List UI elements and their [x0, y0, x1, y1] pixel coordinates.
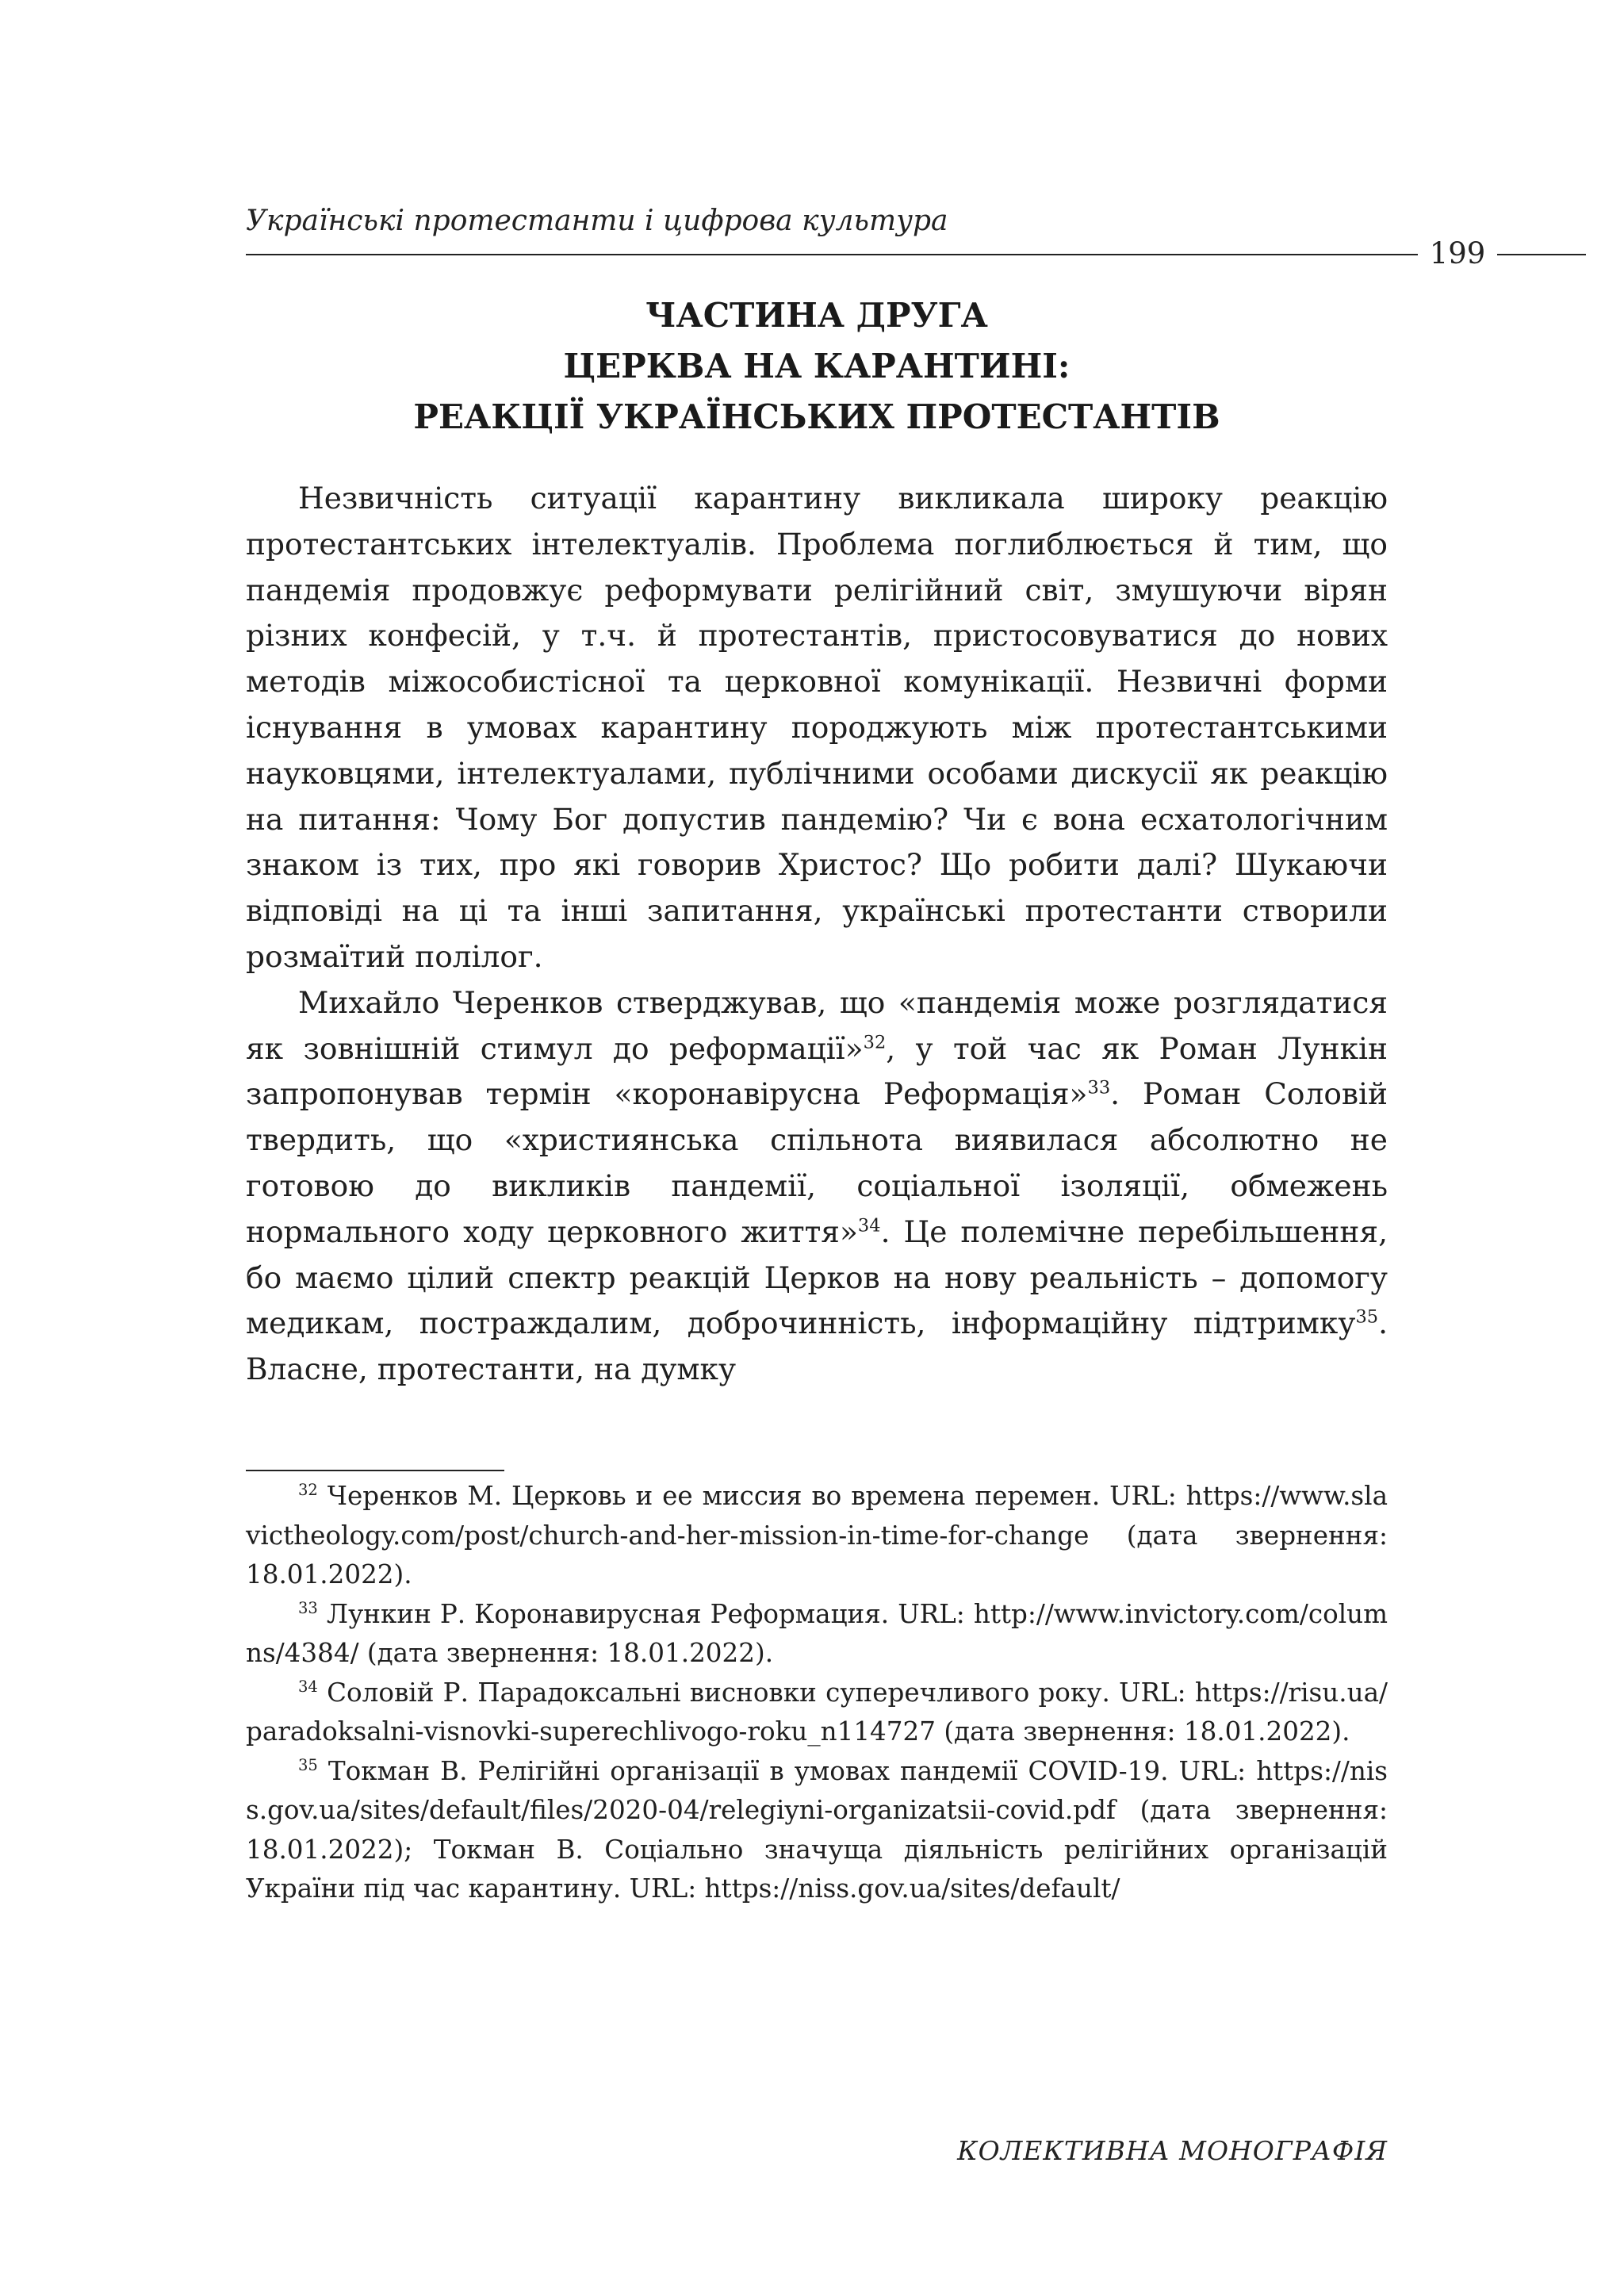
- header-rule-right: [1497, 254, 1586, 255]
- footnote-35-link[interactable]: https://niss.gov.ua/sites/default/files/2020-04/relegiyni-organizatsii-covid.pdf: [246, 1755, 1388, 1825]
- footnote-separator: [246, 1470, 504, 1471]
- running-head-title: Українські протестанти і цифрова культура: [246, 205, 948, 237]
- footnotes: [246, 1477, 1388, 1909]
- footnote-ref-32[interactable]: 32: [863, 1032, 887, 1053]
- chapter-title-line-1: ЧАСТИНА ДРУГА: [645, 296, 988, 335]
- footnote-35: $^{35}$ Токман В. Релігійні організації в умовах пандемії COVID-19. URL: https://niss.gov.ua/sites/default/files/2020-04/relegiyni-organizatsii-covid.pdf (дата звернення: 18.01.2022); Токман В. Соціально значуща діяльність релігійних організацій України під час карантину. URL: https://niss.gov.ua/sites/default/: [246, 1755, 1388, 1904]
- footnote-34-link[interactable]: https://risu.ua/paradoksalni-visnovki-superechlivogo-roku_n114727: [246, 1677, 1388, 1747]
- footnote-ref-33[interactable]: 33: [1087, 1077, 1111, 1099]
- page-number: 199: [1429, 236, 1486, 270]
- body-text: [246, 476, 1388, 1393]
- chapter-title-line-2: ЦЕРКВА НА КАРАНТИНІ:: [563, 347, 1071, 385]
- chapter-title: [246, 290, 1388, 443]
- footnote-32-link[interactable]: https://www.slavictheology.com/post/church-and-her-mission-in-time-for-change: [246, 1481, 1388, 1551]
- footnote-ref-35[interactable]: 35: [1355, 1306, 1379, 1328]
- footnote-33-link[interactable]: http://www.invictory.com/columns/4384/: [246, 1598, 1388, 1668]
- footnote-34: $^{34}$ Соловій Р. Парадоксальні висновки суперечливого року. URL: https://risu.ua/paradoksalni-visnovki-superechlivogo-roku_n114727 (дата звернення: 18.01.2022).: [246, 1677, 1388, 1747]
- paragraph-2: Михайло Черенков стверджував, що «пандемія може розглядатися як зовнішній стимул до реформації»$^{32}$, у той час як Роман Лункін запропонував термін «коронавірусна Реформація»$^{33}$. Роман Соловій твердить, що «християнська спільнота виявилася абсолютно не готовою до викликів пандемії, соціальної ізоляції, обмежень нормального ходу церковного життя»$^{34}$. Це полемічне перебільшення, бо маємо цілий спектр реакцій Церков на нову реальність – допомогу медикам, постраждалим, доброчинність, інформаційну підтримку$^{35}$. Власне, протестанти, на думку: [246, 984, 1388, 1387]
- footnote-33: $^{33}$ Лункин Р. Коронавирусная Реформация. URL: http://www.invictory.com/columns/4384/ (дата звернення: 18.01.2022).: [246, 1598, 1388, 1668]
- running-foot: КОЛЕКТИВНА МОНОГРАФІЯ: [957, 2135, 1388, 2166]
- footnote-ref-34[interactable]: 34: [857, 1215, 881, 1237]
- paragraph-1: Незвичність ситуації карантину викликала широку реакцію протестантських інтелектуалів. Проблема поглиблюється й тим, що пандемія продовжує реформувати релігійний світ, змушуючи вірян різних конфесій, у т.ч. й протестантів, пристосовуватися до нових методів міжособистісної та церковної комунікації. Незвичні форми існування в умовах карантину породжують між протестантськими науковцями, інтелектуалами, публічними особами дискусії як реакцію на питання: Чому Бог допустив пандемію? Чи є вона есхатологічним знаком із тих, про які говорив Христос? Що робити далі? Шукаючи відповіді на ці та інші запитання, українські протестанти створили розмаїтий полілог.: [246, 481, 1388, 974]
- header-rule-left: [246, 254, 1418, 255]
- chapter-title-line-3: РЕАКЦІЇ УКРАЇНСЬКИХ ПРОТЕСТАНТІВ: [413, 397, 1220, 436]
- footnote-32: $^{32}$ Черенков М. Церковь и ее миссия во времена перемен. URL: https://www.slavictheology.com/post/church-and-her-mission-in-time-for-change (дата звернення: 18.01.2022).: [246, 1481, 1388, 1589]
